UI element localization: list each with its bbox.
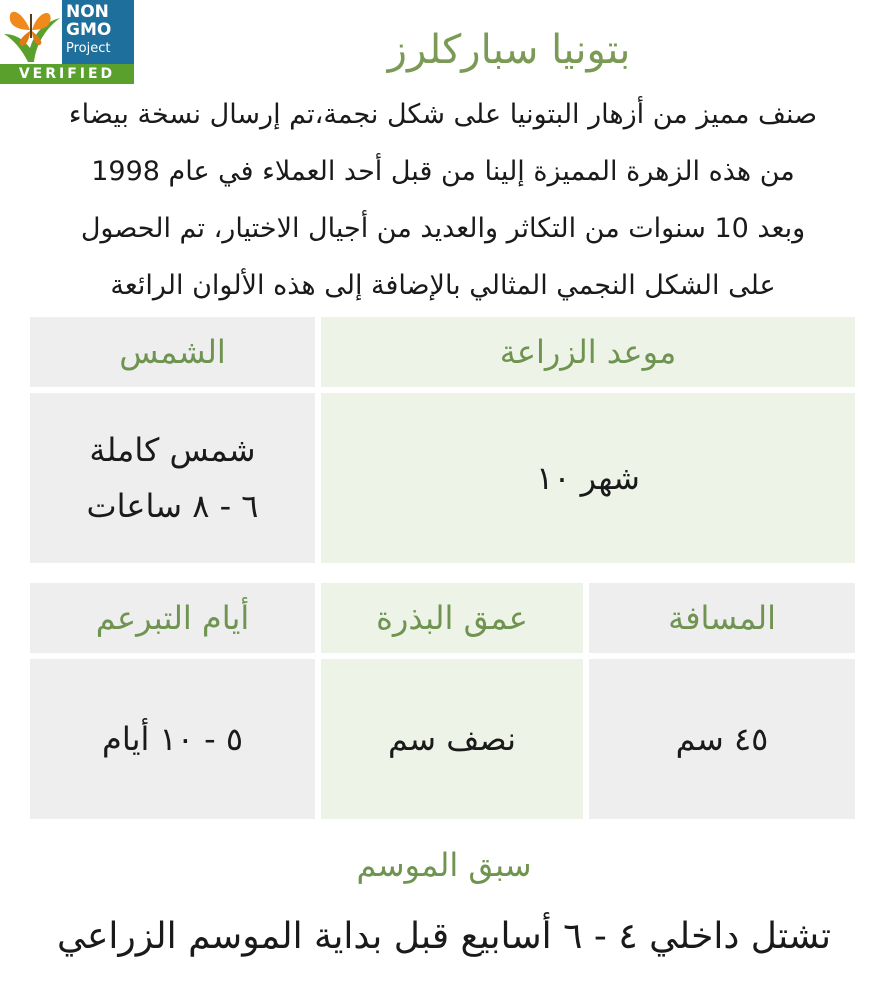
sun-header-label: الشمس xyxy=(119,333,226,371)
badge-leaf-area xyxy=(0,0,62,64)
seed-depth-value-text: نصف سم xyxy=(387,720,517,758)
germination-days-value xyxy=(30,659,315,819)
spacing-value-text: ٤٥ سم xyxy=(675,720,769,758)
seed-depth-value xyxy=(321,659,583,819)
planting-date-value xyxy=(321,393,855,563)
intro-paragraph xyxy=(8,86,878,314)
intro-line: من هذه الزهرة المميزة إلينا من قبل أحد العملاء في عام 1998 xyxy=(91,156,795,187)
spacing-header xyxy=(589,583,855,653)
germination-days-header xyxy=(30,583,315,653)
seed-depth-header xyxy=(321,583,583,653)
page-title: بتونيا سباركلرز xyxy=(387,27,631,73)
butterfly-leaf-icon xyxy=(0,0,62,64)
sun-value-line: شمس كاملة xyxy=(89,431,256,469)
intro-line: صنف مميز من أزهار البتونيا على شكل نجمة،تم إرسال نسخة بيضاء xyxy=(68,99,818,130)
planting-date-header xyxy=(321,317,855,387)
intro-line: على الشكل النجمي المثالي بالإضافة إلى هذه الألوان الرائعة xyxy=(110,270,776,301)
non-gmo-verified-badge xyxy=(0,0,134,84)
intro-line: وبعد 10 سنوات من التكاثر والعديد من أجيال الاختيار، تم الحصول xyxy=(80,213,806,244)
germination-days-header-label: أيام التبرعم xyxy=(95,599,250,637)
badge-verified-text: VERIFIED xyxy=(0,64,134,84)
badge-project-text: Project xyxy=(66,41,111,56)
badge-non-text: NON xyxy=(66,2,109,22)
spacing-header-label: المسافة xyxy=(668,599,776,637)
spacing-value xyxy=(589,659,855,819)
badge-gmo-text: GMO xyxy=(66,20,112,40)
sun-value xyxy=(30,393,315,563)
season-heading: سبق الموسم xyxy=(356,846,532,884)
planting-date-header-label: موعد الزراعة xyxy=(499,333,677,371)
planting-date-value-text: شهر ١٠ xyxy=(536,459,640,497)
seed-depth-header-label: عمق البذرة xyxy=(376,599,528,637)
germination-days-value-text: ٥ - ١٠ أيام xyxy=(102,720,243,758)
season-instruction: تشتل داخلي ٤ - ٦ أسابيع قبل بداية الموسم الزراعي xyxy=(56,916,832,957)
sun-value-line: ٦ - ٨ ساعات xyxy=(86,487,259,525)
sun-header xyxy=(30,317,315,387)
